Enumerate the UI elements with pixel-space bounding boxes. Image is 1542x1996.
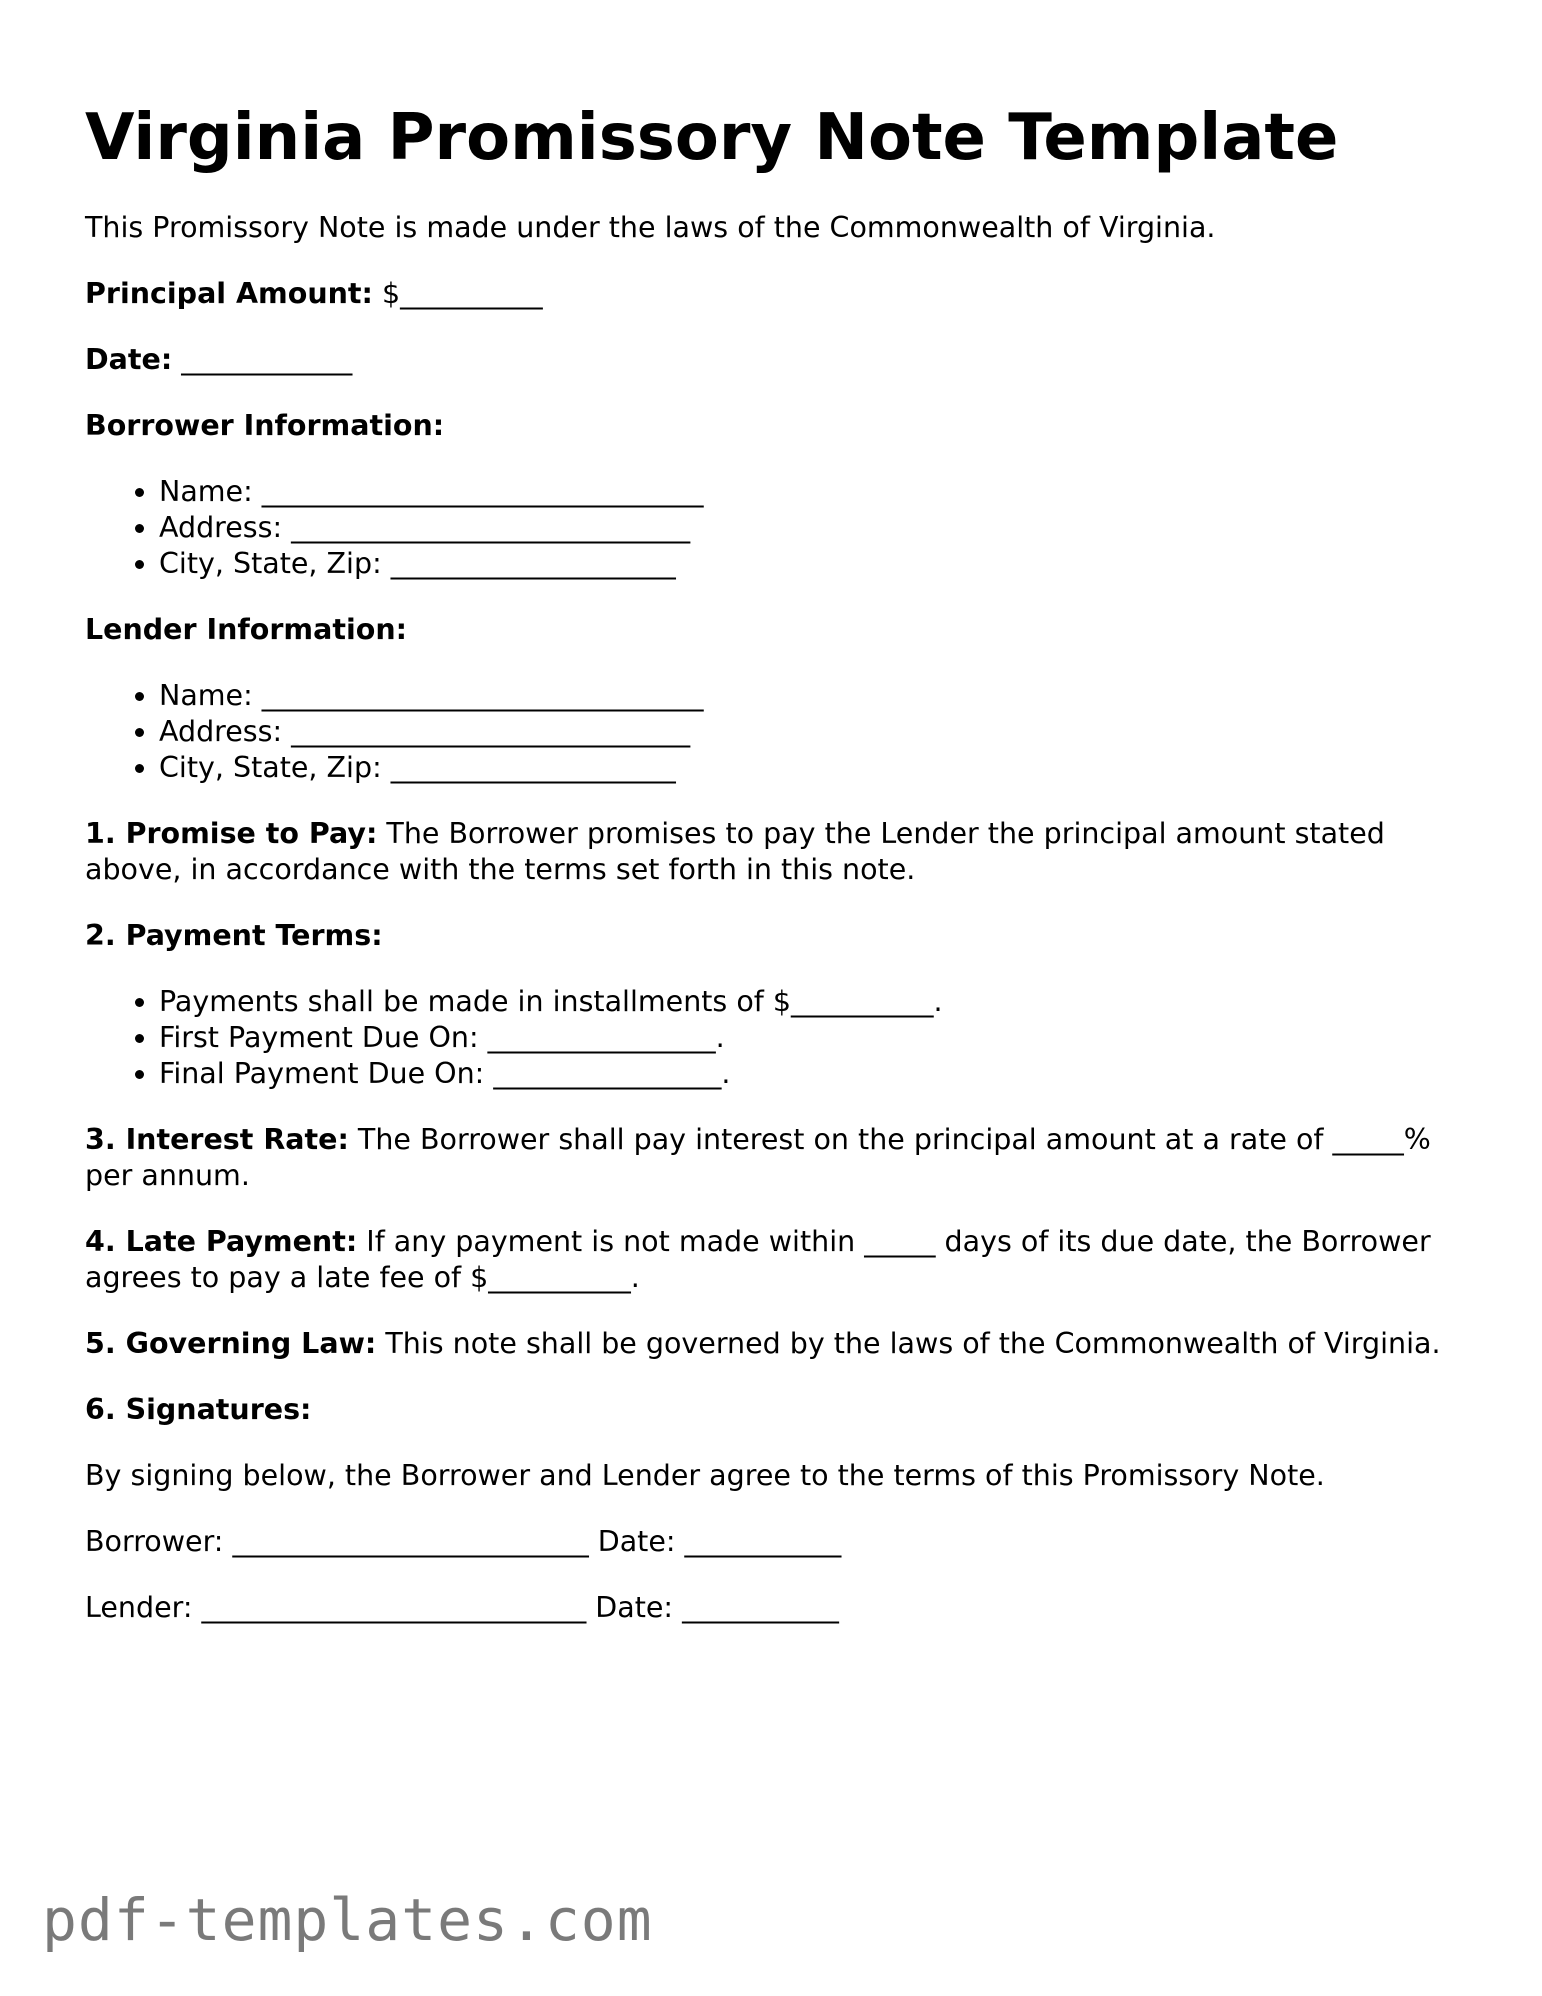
- principal-amount-line: [85, 276, 1465, 312]
- late-payment-text: If any payment is not made within _____ days of its due date, the Borrower agrees to pay a late fee of $__________.: [85, 1225, 1431, 1294]
- intro-text: This Promissory Note is made under the laws of the Commonwealth of Virginia.: [85, 211, 1216, 244]
- final-payment-item: • Final Payment Due On: ________________.: [159, 1056, 1465, 1092]
- date-label: Date:: [85, 343, 173, 376]
- interest-rate-label: 3. Interest Rate:: [85, 1123, 349, 1156]
- borrower-signature-line: Borrower: _________________________ Date: ___________: [85, 1525, 842, 1558]
- document-page: [85, 100, 1465, 1656]
- promise-to-pay-text: The Borrower promises to pay the Lender the principal amount stated above, in accordance with the terms set forth in this note.: [85, 817, 1385, 886]
- late-payment-label: 4. Late Payment:: [85, 1225, 358, 1258]
- promise-to-pay-label: 1. Promise to Pay:: [85, 817, 378, 850]
- borrower-info-heading: Borrower Information:: [85, 409, 445, 442]
- watermark: pdf-templates.com: [42, 1886, 653, 1954]
- payment-terms-list: [85, 984, 1465, 1092]
- late-payment-section: [85, 1224, 1465, 1296]
- lender-city-state-zip-item: • City, State, Zip: ____________________: [159, 750, 1465, 786]
- principal-amount-blank: $__________: [372, 277, 543, 310]
- lender-address-item: • Address: ____________________________: [159, 714, 1465, 750]
- date-line: [85, 342, 1465, 378]
- governing-law-text: This note shall be governed by the laws of the Commonwealth of Virginia.: [376, 1327, 1441, 1360]
- interest-rate-section: [85, 1122, 1465, 1194]
- payment-terms-heading: 2. Payment Terms:: [85, 919, 383, 952]
- document-title: Virginia Promissory Note Template: [85, 101, 1339, 175]
- borrower-city-state-zip-item: • City, State, Zip: ____________________: [159, 546, 1465, 582]
- lender-info-list: [85, 678, 1465, 786]
- signatures-heading: 6. Signatures:: [85, 1393, 312, 1426]
- borrower-name-item: • Name: _______________________________: [159, 474, 1465, 510]
- governing-law-label: 5. Governing Law:: [85, 1327, 377, 1360]
- installments-item: • Payments shall be made in installments of $__________.: [159, 984, 1465, 1020]
- lender-info-heading: Lender Information:: [85, 613, 408, 646]
- principal-amount-label: Principal Amount:: [85, 277, 373, 310]
- date-blank: ____________: [172, 343, 353, 376]
- first-payment-item: • First Payment Due On: ________________.: [159, 1020, 1465, 1056]
- interest-rate-text: The Borrower shall pay interest on the principal amount at a rate of _____% per annum.: [85, 1123, 1431, 1192]
- borrower-address-item: • Address: ____________________________: [159, 510, 1465, 546]
- lender-signature-line: Lender: ___________________________ Date: ___________: [85, 1591, 839, 1624]
- lender-name-item: • Name: _______________________________: [159, 678, 1465, 714]
- borrower-info-list: [85, 474, 1465, 582]
- signatures-statement: By signing below, the Borrower and Lender agree to the terms of this Promissory Note.: [85, 1459, 1325, 1492]
- governing-law-section: [85, 1326, 1465, 1362]
- promise-to-pay-section: [85, 816, 1465, 888]
